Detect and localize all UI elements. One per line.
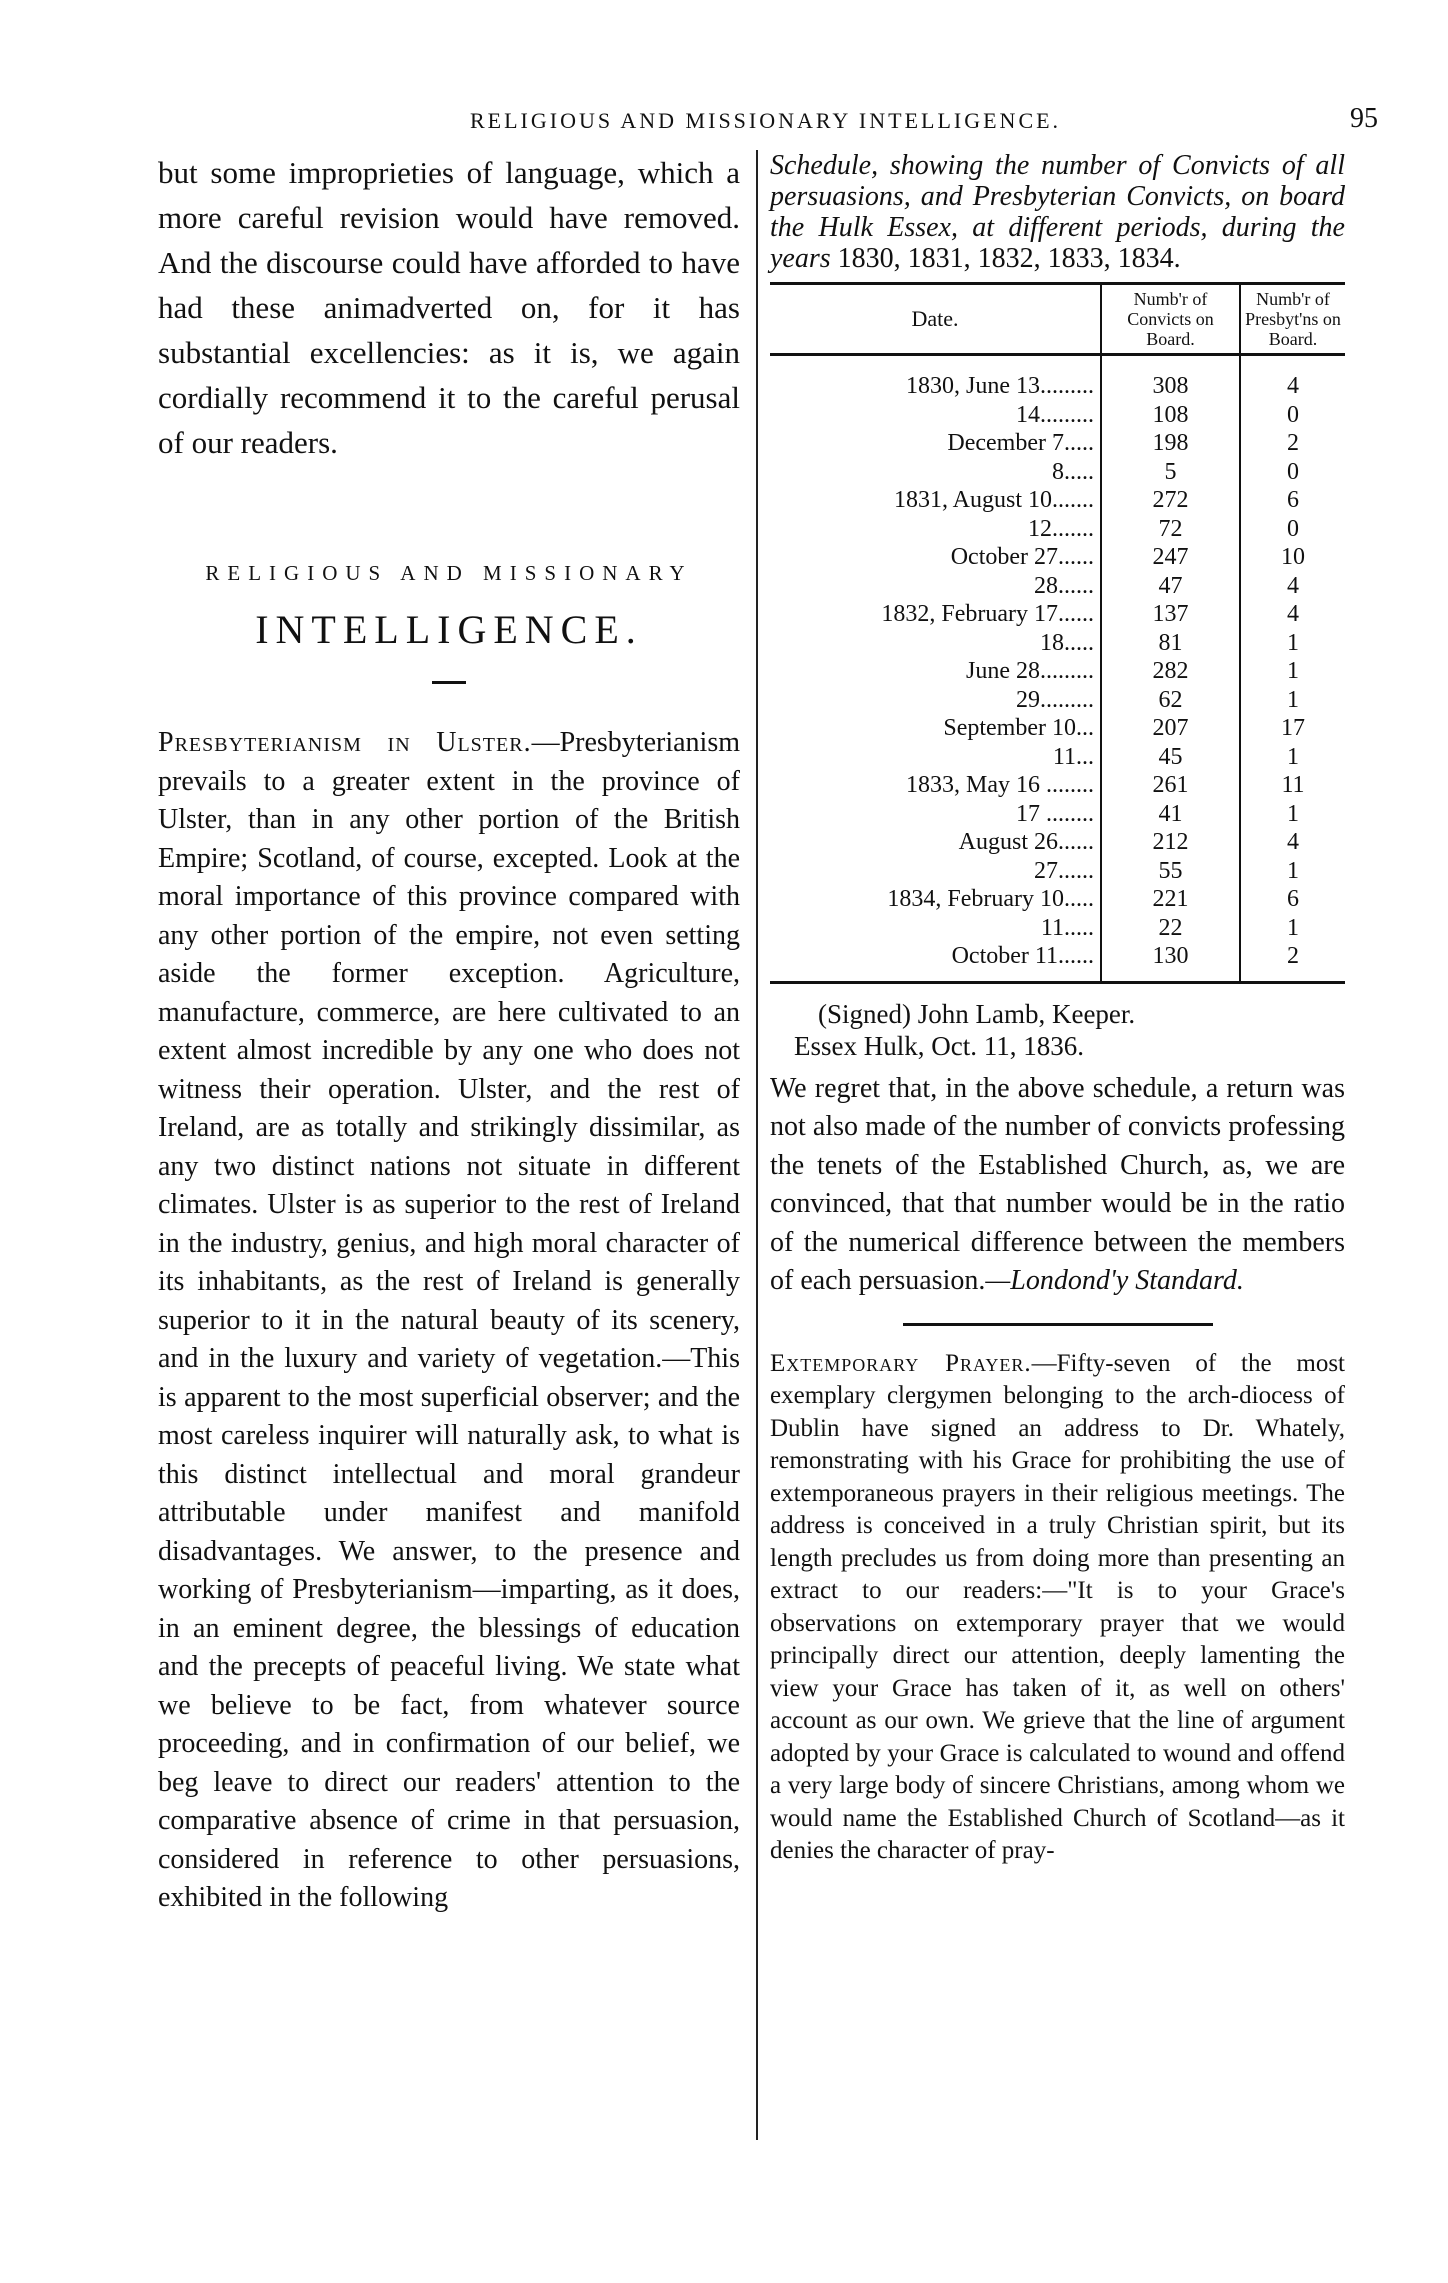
table-row — [770, 515, 1345, 544]
running-head: RELIGIOUS AND MISSIONARY INTELLIGENCE. — [470, 108, 1062, 133]
table-cell-date: 14......... — [770, 401, 1101, 430]
table-cell-presbyterians: 0 — [1287, 515, 1299, 542]
table-cell-date: 11... — [770, 743, 1101, 772]
table-cell-convicts: 5 — [1101, 458, 1240, 487]
table-cell-presbyterians: 4 — [1287, 373, 1299, 399]
table-cell-convicts: 55 — [1101, 857, 1240, 886]
table-header-presbyterians: Numb'r of Presbyt'ns on Board. — [1240, 284, 1345, 355]
table-row — [770, 857, 1345, 886]
table-cell-convicts: 221 — [1101, 885, 1240, 914]
table-cell-date: 17 ........ — [770, 800, 1101, 829]
regret-body: We regret that, in the above schedule, a return was not also made of the number of convicts professing the tenets of the Established Church, as, we are convinced, that that number would be in the ratio of the numerical difference between the members of each persuasion. — [770, 1072, 1345, 1296]
table-row — [770, 686, 1345, 715]
prayer-heading: Extemporary Prayer. — [770, 1349, 1032, 1377]
article-presbyterianism — [158, 724, 740, 1918]
table-cell-date: 1832, February 17...... — [770, 600, 1101, 629]
section-kicker: RELIGIOUS AND MISSIONARY — [205, 561, 693, 585]
table-row — [770, 600, 1345, 629]
table-cell-convicts: 137 — [1101, 600, 1240, 629]
table-cell-date: 28...... — [770, 572, 1101, 601]
signed-place: Essex Hulk, Oct. 11, 1836. — [794, 1030, 1084, 1061]
table-row — [770, 914, 1345, 943]
table-cell-presbyterians: 2 — [1287, 430, 1299, 456]
table-cell-presbyterians: 2 — [1240, 942, 1345, 982]
table-cell-date: September 10... — [770, 714, 1101, 743]
table-body — [770, 355, 1345, 983]
table-cell-date: October 27...... — [770, 543, 1101, 572]
table-cell-presbyterians: 1 — [1287, 629, 1299, 656]
table-cell-presbyterians: 1 — [1287, 857, 1299, 884]
table-cell-presbyterians: 17 — [1281, 715, 1305, 741]
table-row — [770, 657, 1345, 686]
table-cell-date: 1833, May 16 ........ — [770, 771, 1101, 800]
right-column — [770, 150, 1345, 1868]
table-cell-date: 29......... — [770, 686, 1101, 715]
table-cell-convicts: 247 — [1101, 543, 1240, 572]
table-cell-convicts: 22 — [1101, 914, 1240, 943]
table-cell-date: 11..... — [770, 914, 1101, 943]
table-row — [770, 629, 1345, 658]
table-cell-convicts: 308 — [1101, 355, 1240, 401]
convicts-table — [770, 282, 1345, 984]
table-cell-presbyterians: 1 — [1287, 658, 1299, 684]
table-cell-convicts: 282 — [1101, 657, 1240, 686]
table-cell-presbyterians: 4 — [1287, 601, 1299, 627]
table-cell-presbyterians: 4 — [1287, 572, 1299, 599]
table-row — [770, 572, 1345, 601]
table-row — [770, 458, 1345, 487]
table-cell-date: December 7..... — [770, 429, 1101, 458]
schedule-title — [770, 150, 1345, 274]
table-cell-date: 27...... — [770, 857, 1101, 886]
table-cell-convicts: 261 — [1101, 771, 1240, 800]
table-cell-convicts: 207 — [1101, 714, 1240, 743]
table-header-date: Date. — [770, 284, 1101, 355]
schedule-title-years: 1830, 1831, 1832, 1833, 1834. — [837, 243, 1181, 274]
table-cell-convicts: 130 — [1101, 942, 1240, 982]
review-continuation: but some improprieties of language, which a more careful revision would have removed. And the discourse could have afforded to have had these animadverted on, for it has substantial excellencies: as it is, we again cordially recommend it to the careful perusal of our readers. — [158, 155, 740, 460]
table-header-convicts: Numb'r of Convicts on Board. — [1101, 284, 1240, 355]
table-row — [770, 743, 1345, 772]
signed-line: (Signed) John Lamb, Keeper. — [818, 998, 1136, 1029]
regret-source: —Londond'y Standard. — [985, 1265, 1244, 1296]
table-cell-convicts: 198 — [1101, 429, 1240, 458]
table-cell-presbyterians: 11 — [1281, 772, 1305, 798]
column-divider — [756, 150, 758, 2140]
table-cell-presbyterians: 4 — [1287, 829, 1299, 855]
table-row — [770, 486, 1345, 515]
left-column — [158, 150, 740, 1918]
table-cell-convicts: 81 — [1101, 629, 1240, 658]
table-row — [770, 885, 1345, 914]
table-cell-convicts: 47 — [1101, 572, 1240, 601]
table-cell-convicts: 72 — [1101, 515, 1240, 544]
regret-paragraph — [770, 1070, 1345, 1301]
table-row — [770, 714, 1345, 743]
table-row — [770, 771, 1345, 800]
table-cell-date: August 26...... — [770, 828, 1101, 857]
article-heading: Presbyterianism in Ulster. — [158, 727, 532, 758]
table-cell-date: 12....... — [770, 515, 1101, 544]
page-number: 95 — [1350, 103, 1378, 134]
table-row — [770, 543, 1345, 572]
table-cell-presbyterians: 1 — [1287, 914, 1299, 941]
table-cell-date: 1831, August 10....... — [770, 486, 1101, 515]
schedule-title-text: Schedule, showing the number of Convicts of all persuasions, and Presbyterian Convicts, on board the Hulk Essex, at different periods, during the years — [770, 150, 1345, 274]
table-row — [770, 828, 1345, 857]
section-dash — [432, 681, 466, 684]
table-cell-convicts: 212 — [1101, 828, 1240, 857]
article-extemporary-prayer — [770, 1348, 1345, 1868]
table-cell-convicts: 41 — [1101, 800, 1240, 829]
section-title: INTELLIGENCE. — [255, 607, 643, 652]
table-cell-presbyterians: 1 — [1287, 800, 1299, 827]
table-cell-presbyterians: 1 — [1287, 743, 1299, 770]
table-cell-date: October 11...... — [770, 942, 1101, 982]
article-body: —Presbyterianism prevails to a greater extent in the province of Ulster, than in any other portion of the British Empire; Scotland, of course, excepted. Look at the moral importance of this province compared with any other portion of the empire, not even setting aside the former exception. Agriculture, manufacture, commerce, are here cultivated to an extent almost incredible by any one who does not witness their operation. Ulster, and the rest of Ireland, are as totally and strikingly dissimilar, as any two distinct nations not situate in different climates. Ulster is as superior to the rest of Ireland in the industry, genius, and high moral character of its inhabitants, as the rest of Ireland is generally superior to it in the natural beauty of its scenery, and in the luxury and variety of vegetation.—This is apparent to the most superficial observer; and the most careless inquirer will naturally ask, to what is this distinct intellectual and moral grandeur attributable under manifest and manifold disadvantages. We answer, to the presence and working of Presbyterianism—imparting, as it does, in an eminent degree, the blessings of education and the precepts of peaceful living. We state what we believe to be fact, from whatever source proceeding, and in confirmation of our belief, we beg leave to direct our readers' attention to the comparative absence of crime in that persuasion, considered in reference to other persuasions, exhibited in the following — [158, 727, 740, 1913]
table-row — [770, 800, 1345, 829]
prayer-body: —Fifty-seven of the most exemplary clergymen belonging to the arch-diocess of Dublin have signed an address to Dr. Whately, remonstrating with his Grace for prohibiting the use of extemporaneous prayers in their religious meetings. The address is conceived in a truly Christian spirit, but its length precludes us from doing more than presenting an extract to our readers:—"It is to your Grace's observations on extemporary prayer that we would principally direct our attention, deeply lamenting the view your Grace has taken of it, as well on others' account as our own. We grieve that the line of argument adopted by your Grace is calculated to wound and offend a very large body of sincere Christians, among whom we would name the Established Church of Scotland—as it denies the character of pray- — [770, 1349, 1345, 1864]
table-cell-convicts: 45 — [1101, 743, 1240, 772]
table-cell-presbyterians: 0 — [1287, 401, 1299, 428]
table-cell-date: 8..... — [770, 458, 1101, 487]
table-cell-convicts: 62 — [1101, 686, 1240, 715]
table-cell-presbyterians: 6 — [1287, 487, 1299, 513]
table-cell-presbyterians: 10 — [1281, 544, 1305, 570]
table-row — [770, 401, 1345, 430]
article-rule — [903, 1323, 1213, 1326]
table-cell-presbyterians: 0 — [1287, 458, 1299, 485]
table-cell-date: 18..... — [770, 629, 1101, 658]
table-header-row — [770, 284, 1345, 355]
table-row — [770, 355, 1345, 401]
table-cell-convicts: 108 — [1101, 401, 1240, 430]
table-row — [770, 942, 1345, 982]
table-cell-date: 1834, February 10..... — [770, 885, 1101, 914]
table-cell-convicts: 272 — [1101, 486, 1240, 515]
table-cell-presbyterians: 6 — [1287, 886, 1299, 912]
table-cell-presbyterians: 1 — [1287, 686, 1299, 713]
table-row — [770, 429, 1345, 458]
table-cell-date: June 28......... — [770, 657, 1101, 686]
table-cell-date: 1830, June 13......... — [770, 355, 1101, 401]
